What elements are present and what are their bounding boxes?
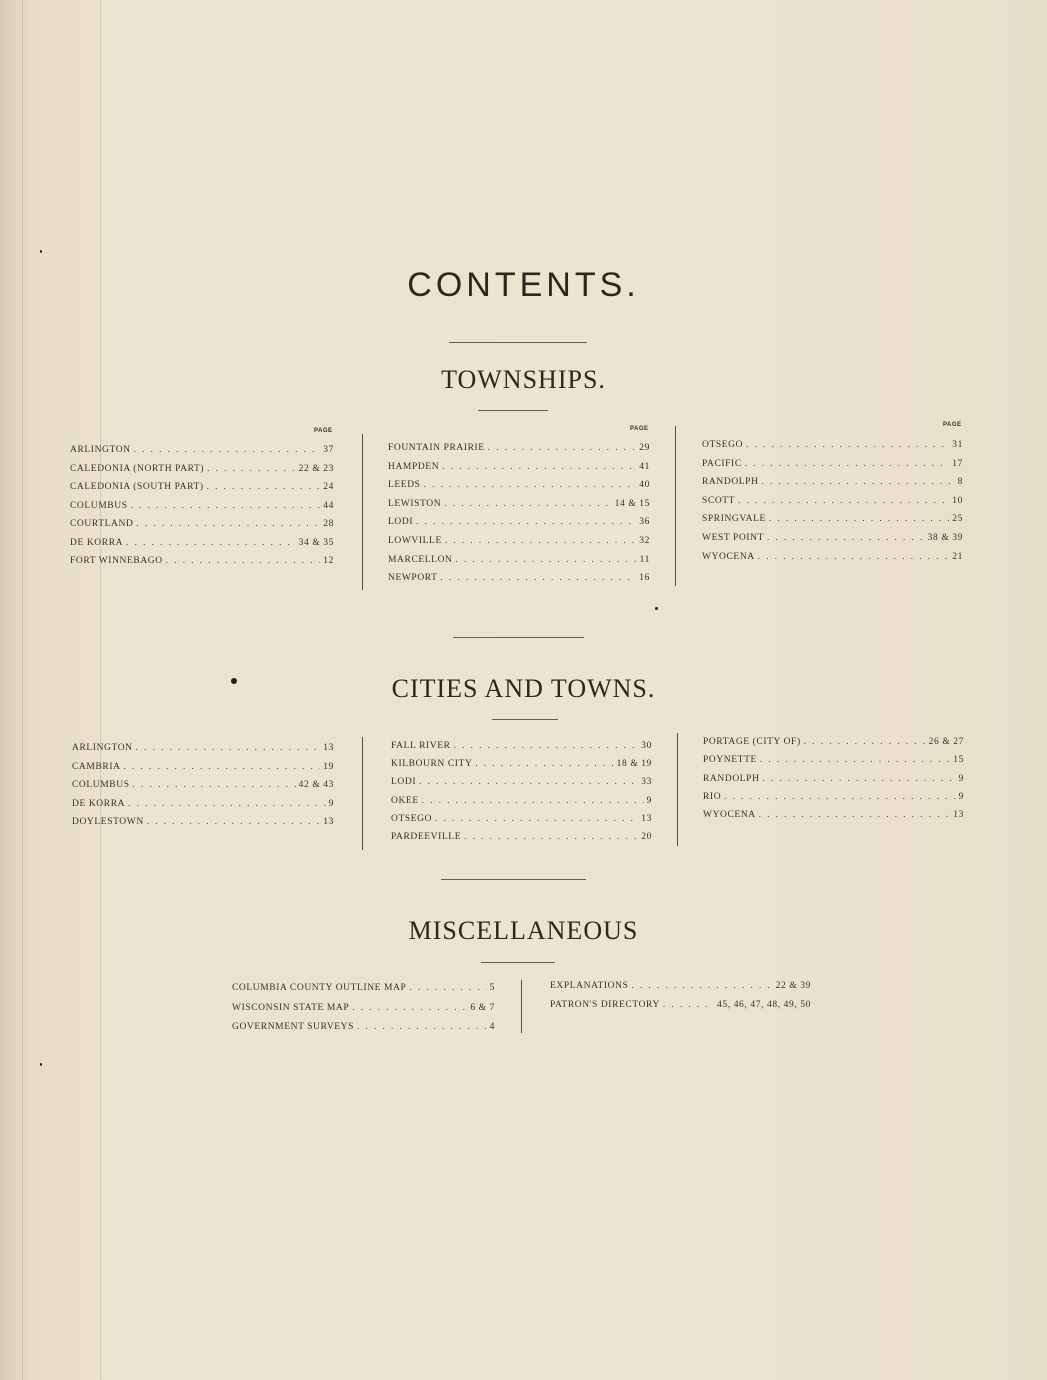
leader-dots xyxy=(124,761,321,771)
contents-entry xyxy=(391,740,652,751)
leader-dots xyxy=(207,481,321,491)
contents-entry xyxy=(70,481,334,492)
section-divider xyxy=(453,637,584,638)
entry-name: SPRINGVALE xyxy=(702,514,766,525)
entry-name: RIO xyxy=(703,791,722,802)
leader-dots xyxy=(475,758,613,768)
entry-name: WISCONSIN STATE MAP xyxy=(232,1002,350,1013)
contents-entry xyxy=(232,1002,495,1013)
entry-page: 9 xyxy=(646,795,652,806)
entry-name: PATRON'S DIRECTORY xyxy=(550,1000,660,1010)
entry-page: 13 xyxy=(641,813,652,824)
entry-name: GOVERNMENT SURVEYS xyxy=(232,1022,355,1032)
contents-entry xyxy=(388,479,650,490)
leader-dots xyxy=(422,795,644,805)
cities-divider xyxy=(492,719,558,720)
leader-dots xyxy=(738,495,949,505)
entry-page: 42 & 43 xyxy=(298,780,334,790)
contents-entry xyxy=(388,516,650,527)
title-divider xyxy=(449,342,587,343)
entry-page: 11 xyxy=(639,554,650,565)
entry-name: LOWVILLE xyxy=(388,536,442,546)
leader-dots xyxy=(136,518,320,528)
contents-entry xyxy=(703,736,964,747)
leader-dots xyxy=(746,439,949,449)
entry-name: LODI xyxy=(388,517,414,528)
leader-dots xyxy=(441,572,637,582)
column-separator xyxy=(362,737,363,850)
entry-page: 32 xyxy=(639,536,650,546)
contents-entry xyxy=(72,779,334,790)
leader-dots xyxy=(444,498,611,508)
contents-entry xyxy=(388,498,650,509)
leader-dots xyxy=(767,532,925,542)
entry-page: 28 xyxy=(323,519,334,529)
contents-entry xyxy=(388,535,650,546)
page-column-header: PAGE xyxy=(630,426,649,432)
leader-dots xyxy=(126,537,296,547)
entry-name: PARDEEVILLE xyxy=(391,832,462,842)
leader-dots xyxy=(352,1002,467,1012)
contents-entry xyxy=(391,813,652,824)
leader-dots xyxy=(724,791,955,801)
entry-name: FOUNTAIN PRAIRIE xyxy=(388,443,485,453)
entry-page: 40 xyxy=(639,480,650,491)
entry-page: 16 xyxy=(639,573,650,584)
contents-entry xyxy=(550,999,811,1010)
entry-name: WYOCENA xyxy=(703,810,756,821)
leader-dots xyxy=(745,458,950,468)
contents-entry xyxy=(550,980,811,991)
contents-entry xyxy=(70,500,334,511)
entry-page: 21 xyxy=(952,551,963,562)
leader-dots xyxy=(760,754,950,764)
contents-entry xyxy=(388,442,650,453)
column-separator xyxy=(521,980,522,1033)
leader-dots xyxy=(128,798,326,808)
contents-entry xyxy=(702,495,963,506)
entry-name: ARLINGTON xyxy=(70,445,131,455)
leader-dots xyxy=(409,982,486,992)
column-separator xyxy=(362,434,363,590)
entry-name: PORTAGE (CITY OF) xyxy=(703,737,801,747)
leader-dots xyxy=(804,736,926,746)
page-column-header: PAGE xyxy=(314,428,333,434)
contents-entry xyxy=(70,444,334,455)
contents-entry xyxy=(703,754,964,765)
entry-page: 5 xyxy=(489,983,495,993)
leader-dots xyxy=(424,479,637,489)
entry-name: POYNETTE xyxy=(703,755,757,766)
entry-page: 14 & 15 xyxy=(614,498,650,509)
contents-entry xyxy=(70,518,334,529)
entry-page: 8 xyxy=(957,477,963,488)
entry-page: 13 xyxy=(953,810,964,821)
entry-page: 9 xyxy=(328,798,334,809)
entry-name: DE KORRA xyxy=(70,537,124,548)
page-title: CONTENTS. xyxy=(407,266,640,304)
leader-dots xyxy=(762,476,955,486)
ink-speck xyxy=(655,607,658,610)
ink-speck xyxy=(40,250,42,253)
leader-dots xyxy=(442,461,636,471)
entry-name: OTSEGO xyxy=(391,813,433,824)
contents-entry xyxy=(232,982,495,993)
entry-page: 30 xyxy=(641,741,652,751)
entry-name: RANDOLPH xyxy=(703,773,760,784)
entry-page: 9 xyxy=(958,791,964,802)
contents-entry xyxy=(702,439,963,450)
entry-page: 6 & 7 xyxy=(470,1002,495,1013)
contents-entry xyxy=(232,1021,495,1032)
entry-name: COLUMBUS xyxy=(72,780,130,790)
contents-entry xyxy=(70,463,334,474)
entry-name: WYOCENA xyxy=(702,551,755,562)
entry-name: ARLINGTON xyxy=(72,743,133,753)
leader-dots xyxy=(454,740,639,750)
entry-name: OTSEGO xyxy=(702,440,744,450)
entry-name: COURTLAND xyxy=(70,519,134,529)
entry-name: DE KORRA xyxy=(72,798,126,809)
entry-name: WEST POINT xyxy=(702,533,765,543)
entry-page: 17 xyxy=(952,458,963,469)
contents-entry xyxy=(70,537,334,548)
leader-dots xyxy=(759,809,951,819)
entry-page: 33 xyxy=(641,777,652,788)
entry-name: PACIFIC xyxy=(702,458,742,469)
contents-entry xyxy=(388,554,650,565)
ink-speck xyxy=(40,1063,42,1066)
townships-divider xyxy=(478,410,548,411)
contents-entry xyxy=(72,816,334,827)
leader-dots xyxy=(131,500,321,510)
contents-entry xyxy=(702,551,963,562)
entry-page: 10 xyxy=(952,495,963,506)
column-separator xyxy=(677,733,678,846)
contents-entry xyxy=(702,513,963,524)
entry-page: 22 & 23 xyxy=(298,463,334,474)
leader-dots xyxy=(133,779,296,789)
entry-page: 18 & 19 xyxy=(616,759,652,770)
leader-dots xyxy=(456,554,637,564)
entry-page: 38 & 39 xyxy=(927,533,963,543)
entry-page: 20 xyxy=(641,832,652,842)
entry-page: 34 & 35 xyxy=(298,537,334,548)
entry-name: CALEDONIA (NORTH PART) xyxy=(70,463,205,474)
entry-name: SCOTT xyxy=(702,495,736,506)
misc-heading: MISCELLANEOUS xyxy=(408,916,639,945)
contents-entry xyxy=(72,798,334,809)
contents-entry xyxy=(388,572,650,583)
cities-heading: CITIES AND TOWNS. xyxy=(391,674,656,703)
leader-dots xyxy=(464,831,638,841)
contents-entry xyxy=(72,742,334,753)
entry-page: 44 xyxy=(323,500,334,511)
leader-dots xyxy=(631,980,772,990)
leader-dots xyxy=(357,1021,487,1031)
entry-page: 22 & 39 xyxy=(775,981,811,991)
entry-page: 36 xyxy=(639,517,650,528)
entry-name: HAMPDEN xyxy=(388,461,440,472)
entry-name: FALL RIVER xyxy=(391,741,451,751)
entry-name: KILBOURN CITY xyxy=(391,759,473,770)
contents-entry xyxy=(70,555,334,566)
entry-name: LEWISTON xyxy=(388,498,442,509)
entry-name: FORT WINNEBAGO xyxy=(70,556,163,566)
leader-dots xyxy=(416,516,636,526)
section-divider xyxy=(441,879,586,880)
entry-page: 9 xyxy=(958,773,964,784)
entry-page: 25 xyxy=(952,514,963,525)
entry-page: 37 xyxy=(323,445,334,455)
leader-dots xyxy=(488,442,637,452)
leader-dots xyxy=(769,513,949,523)
contents-entry xyxy=(388,461,650,472)
entry-name: MARCELLON xyxy=(388,554,453,565)
contents-entry xyxy=(702,532,963,543)
column-separator xyxy=(675,426,676,586)
entry-page: 45, 46, 47, 48, 49, 50 xyxy=(717,1000,811,1010)
contents-entry xyxy=(703,809,964,820)
entry-page: 29 xyxy=(639,443,650,453)
entry-page: 19 xyxy=(323,761,334,772)
contents-entry xyxy=(72,761,334,772)
ink-speck xyxy=(231,678,237,684)
leader-dots xyxy=(147,816,321,826)
contents-entry xyxy=(391,795,652,806)
contents-entry xyxy=(702,458,963,469)
leader-dots xyxy=(166,555,321,565)
entry-name: NEWPORT xyxy=(388,573,438,584)
leader-dots xyxy=(663,999,714,1009)
entry-name: CAMBRIA xyxy=(72,761,121,772)
entry-page: 26 & 27 xyxy=(928,737,964,747)
entry-page: 24 xyxy=(323,482,334,492)
entry-page: 12 xyxy=(323,556,334,566)
contents-entry xyxy=(703,773,964,784)
entry-page: 31 xyxy=(952,440,963,450)
leader-dots xyxy=(419,776,638,786)
leader-dots xyxy=(134,444,321,454)
contents-entry xyxy=(703,791,964,802)
entry-name: DOYLESTOWN xyxy=(72,817,144,827)
contents-entry xyxy=(391,831,652,842)
entry-page: 13 xyxy=(323,743,334,753)
entry-name: COLUMBUS xyxy=(70,500,128,511)
contents-entry xyxy=(391,776,652,787)
entry-name: CALEDONIA (SOUTH PART) xyxy=(70,482,204,492)
entry-name: LODI xyxy=(391,777,417,788)
contents-entry xyxy=(391,758,652,769)
page-column-header: PAGE xyxy=(943,422,962,428)
entry-name: COLUMBIA COUNTY OUTLINE MAP xyxy=(232,983,407,993)
leader-dots xyxy=(207,463,296,473)
entry-name: OKEE xyxy=(391,795,419,806)
townships-heading: TOWNSHIPS. xyxy=(441,365,606,394)
leader-dots xyxy=(136,742,321,752)
leader-dots xyxy=(763,773,956,783)
entry-page: 15 xyxy=(953,755,964,766)
entry-name: EXPLANATIONS xyxy=(550,981,629,991)
entry-name: LEEDS xyxy=(388,480,421,491)
entry-page: 4 xyxy=(489,1022,495,1032)
misc-divider xyxy=(481,962,555,963)
leader-dots xyxy=(758,551,950,561)
leader-dots xyxy=(435,813,638,823)
entry-page: 13 xyxy=(323,817,334,827)
entry-name: RANDOLPH xyxy=(702,477,759,488)
entry-page: 41 xyxy=(639,461,650,472)
contents-entry xyxy=(702,476,963,487)
leader-dots xyxy=(445,535,636,545)
